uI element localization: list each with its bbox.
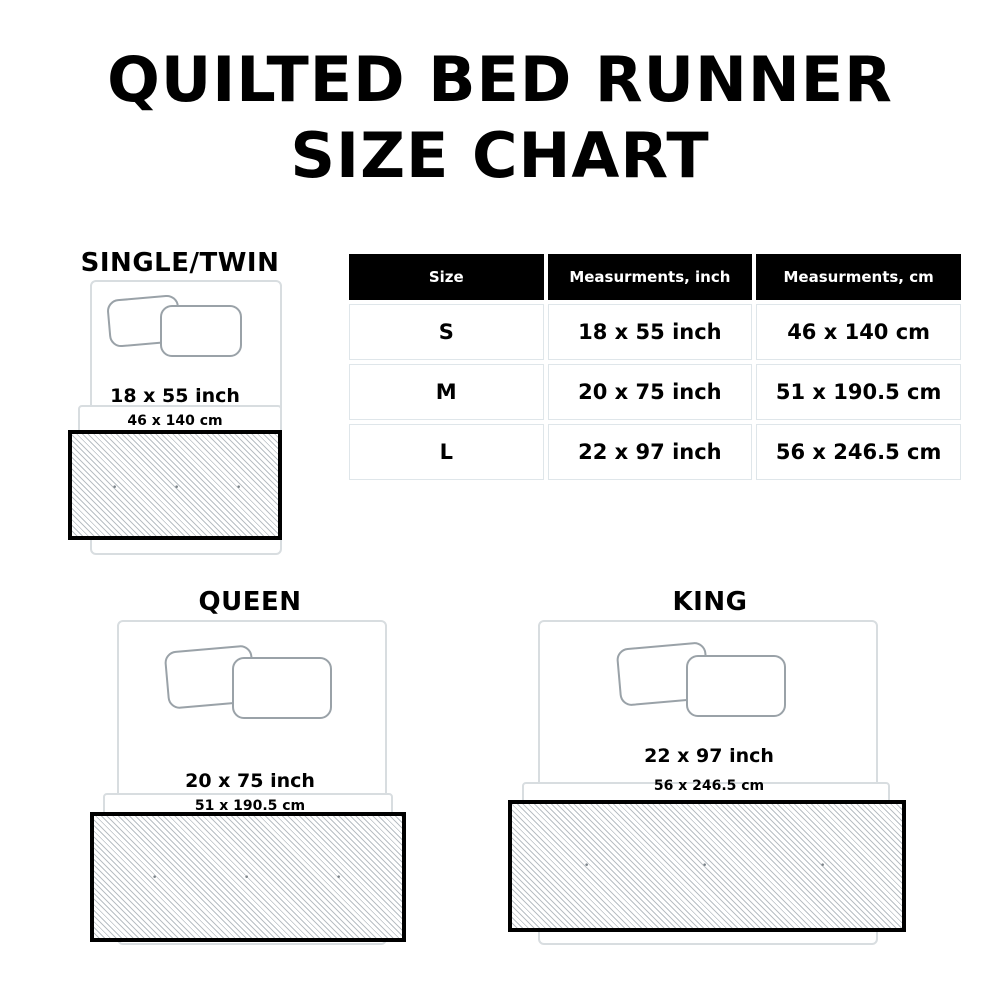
runner-marker: • (152, 873, 158, 883)
pillow-right-king (686, 655, 786, 717)
table-row (349, 364, 961, 420)
bed-label-king: KING (672, 587, 748, 617)
title-line-2: SIZE CHART (290, 119, 710, 192)
runner-marker: • (336, 873, 342, 883)
dimension-cm-single-twin: 46 x 140 cm (127, 413, 223, 429)
runner-marker: • (112, 483, 118, 493)
dimension-inch-single-twin: 18 x 55 inch (110, 385, 240, 407)
bed-label-queen: QUEEN (198, 587, 302, 617)
title-line-1: QUILTED BED RUNNER (107, 43, 893, 116)
cell-cm-l: 56 x 246.5 cm (756, 424, 961, 480)
cell-cm-m: 51 x 190.5 cm (756, 364, 961, 420)
runner-marker: • (820, 861, 826, 871)
table-row (349, 304, 961, 360)
table-header-row (349, 254, 961, 300)
bed-label-single-twin: SINGLE/TWIN (80, 248, 280, 278)
table-header-size: Size (349, 254, 544, 300)
runner-marker: • (236, 483, 242, 493)
runner-marker: • (584, 861, 590, 871)
cell-size-s: S (349, 304, 544, 360)
size-chart-table (345, 250, 965, 484)
table-row (349, 424, 961, 480)
dimension-inch-queen: 20 x 75 inch (185, 770, 315, 792)
runner-marker: • (702, 861, 708, 871)
runner-king (508, 800, 906, 932)
dimension-inch-king: 22 x 97 inch (644, 745, 774, 767)
runner-marker: • (244, 873, 250, 883)
cell-cm-s: 46 x 140 cm (756, 304, 961, 360)
cell-inch-m: 20 x 75 inch (548, 364, 753, 420)
cell-size-m: M (349, 364, 544, 420)
page-title (0, 42, 1000, 194)
cell-inch-l: 22 x 97 inch (548, 424, 753, 480)
cell-inch-s: 18 x 55 inch (548, 304, 753, 360)
table-header-inch: Measurments, inch (548, 254, 753, 300)
runner-queen (90, 812, 406, 942)
table-header-cm: Measurments, cm (756, 254, 961, 300)
cell-size-l: L (349, 424, 544, 480)
pillow-right-queen (232, 657, 332, 719)
dimension-cm-king: 56 x 246.5 cm (653, 778, 765, 794)
pillow-right-single-twin (160, 305, 242, 357)
runner-marker: • (174, 483, 180, 493)
dimension-cm-queen: 51 x 190.5 cm (194, 798, 306, 814)
runner-single-twin (68, 430, 282, 540)
